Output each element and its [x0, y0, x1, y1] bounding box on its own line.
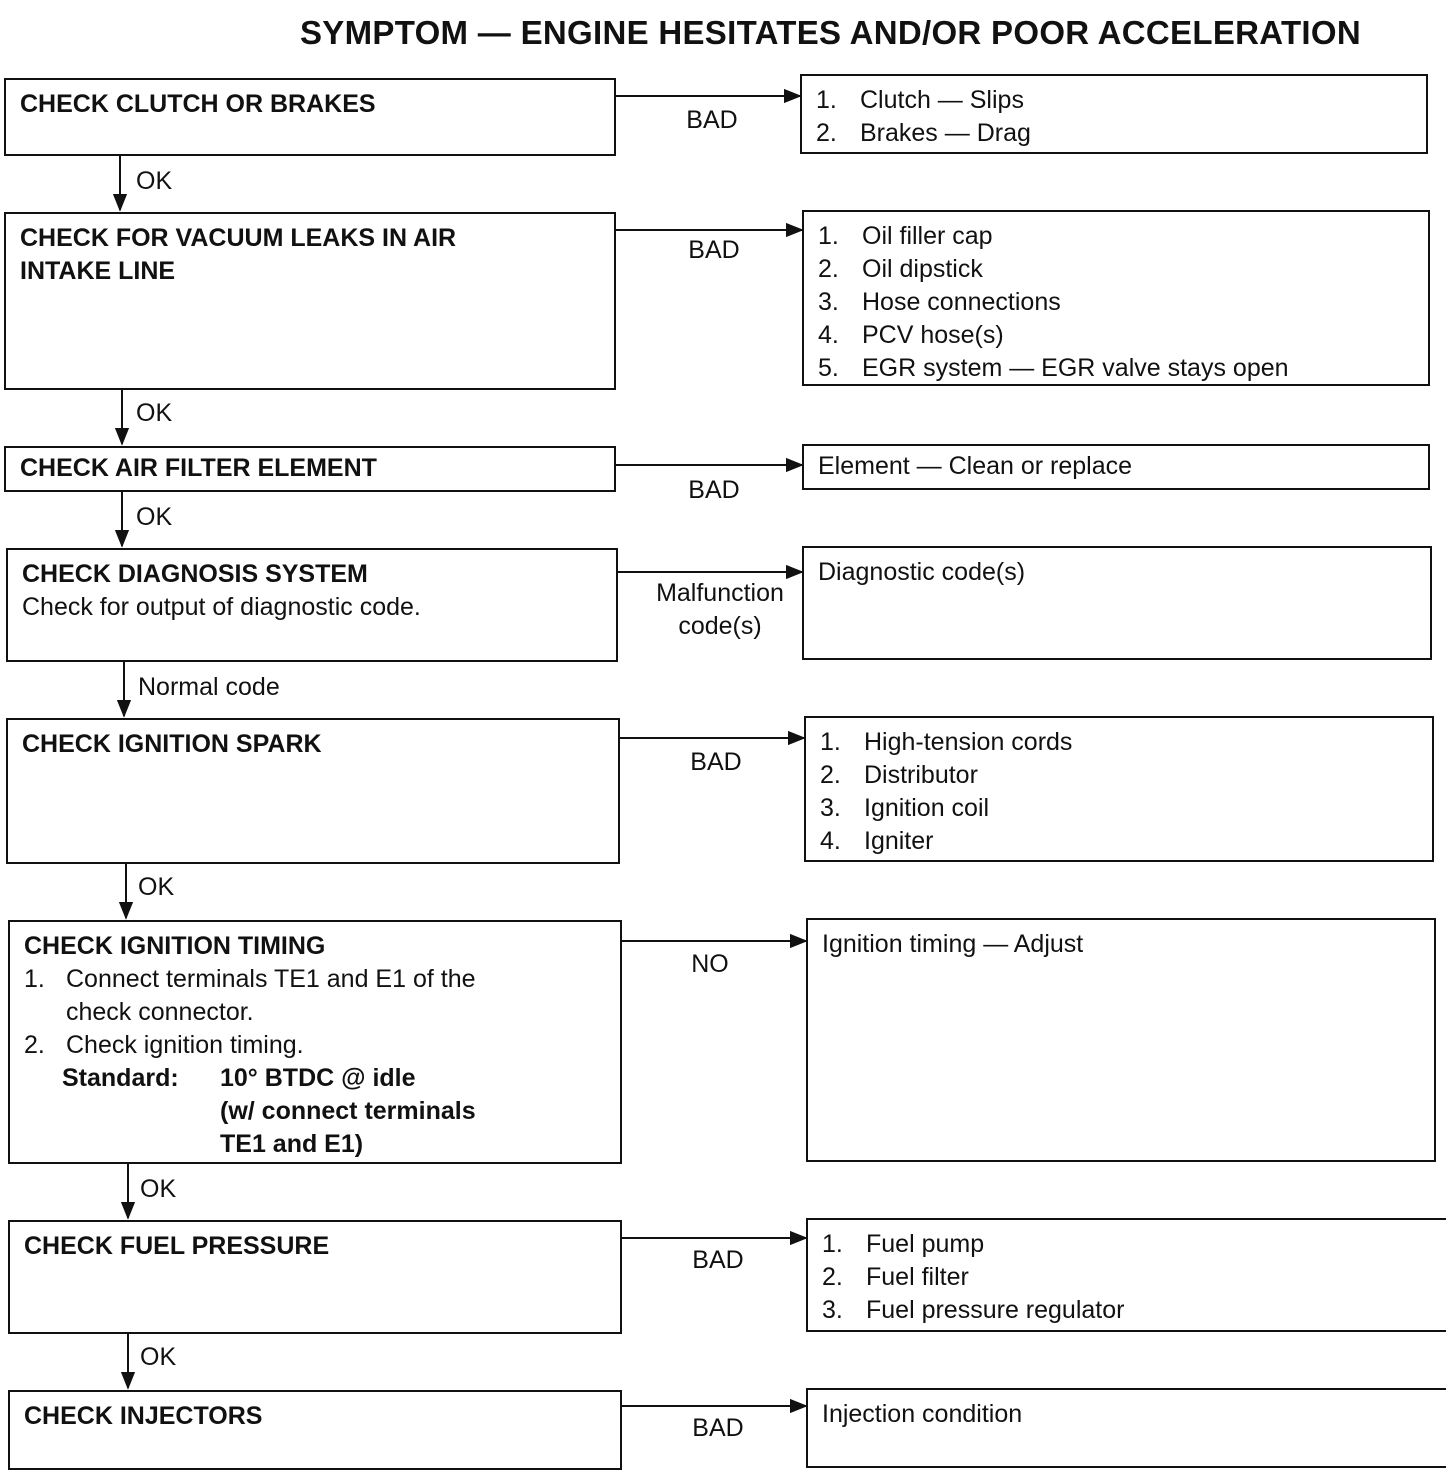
branch-label-no: NO: [691, 950, 729, 978]
check-injectors-title: CHECK INJECTORS: [24, 1402, 263, 1430]
ok-label: OK: [140, 1343, 177, 1371]
ok-label: OK: [136, 399, 173, 427]
check-ignition-timing-title: CHECK IGNITION TIMING: [24, 932, 326, 960]
check-vacuum-leaks-box: [4, 212, 616, 390]
result-list: [822, 1228, 1432, 1327]
ok-label: OK: [140, 1175, 177, 1203]
standard-note-2: TE1 and E1): [220, 1130, 364, 1158]
result-injectors-box: [806, 1388, 1446, 1468]
check-clutch-brakes-title: CHECK CLUTCH OR BRAKES: [20, 90, 376, 118]
timing-step-1-cont: check connector.: [66, 998, 254, 1026]
diagram-title: SYMPTOM — ENGINE HESITATES AND/OR POOR ACCELERATION: [300, 14, 1361, 51]
branch-label-bad: BAD: [688, 236, 740, 264]
result-text: Element — Clean or replace: [818, 452, 1133, 480]
check-air-filter-box: [4, 446, 616, 492]
list-item: 3. Ignition coil: [820, 794, 990, 822]
check-fuel-pressure-title: CHECK FUEL PRESSURE: [24, 1232, 330, 1260]
list-item: 2. Distributor: [820, 761, 978, 789]
result-fuel-pressure-box: [806, 1218, 1446, 1332]
check-clutch-brakes-box: [4, 78, 616, 156]
branch-label-bad: BAD: [688, 476, 740, 504]
result-diagnosis-box: [802, 546, 1432, 660]
result-list: [816, 84, 1412, 150]
result-text: Injection condition: [822, 1400, 1023, 1428]
list-item: 1. High-tension cords: [820, 728, 1073, 756]
list-item: 4. Igniter: [820, 827, 934, 855]
standard-value: Standard: 10° BTDC @ idle: [62, 1064, 416, 1092]
list-item: 5. EGR system — EGR valve stays open: [818, 354, 1289, 382]
result-list: [818, 220, 1414, 385]
list-item: 2. Fuel filter: [822, 1263, 969, 1291]
branch-label-bad: BAD: [690, 748, 742, 776]
normal-code-label: Normal code: [138, 673, 280, 701]
timing-step-1: 1. Connect terminals TE1 and E1 of the: [24, 965, 476, 993]
check-diagnosis-title: CHECK DIAGNOSIS SYSTEM: [22, 560, 368, 588]
result-vacuum-leaks-box: [802, 210, 1430, 386]
list-item: 2. Brakes — Drag: [816, 119, 1031, 147]
check-ignition-timing-box: [8, 920, 622, 1164]
branch-label-bad: BAD: [692, 1414, 744, 1442]
standard-note: (w/ connect terminals: [220, 1097, 476, 1125]
result-ignition-timing-box: [806, 918, 1436, 1162]
check-vacuum-leaks-title: CHECK FOR VACUUM LEAKS IN AIR: [20, 224, 457, 252]
ok-label: OK: [136, 503, 173, 531]
ok-label: OK: [138, 873, 175, 901]
branch-label-bad: BAD: [692, 1246, 744, 1274]
check-ignition-spark-box: [6, 718, 620, 864]
list-item: 1. Oil filler cap: [818, 222, 993, 250]
branch-label-malfunction: Malfunction code(s): [656, 579, 784, 640]
list-item: 3. Hose connections: [818, 288, 1061, 316]
check-diagnosis-box: [6, 548, 618, 662]
list-item: 1. Clutch — Slips: [816, 86, 1024, 114]
list-item: 2. Oil dipstick: [818, 255, 983, 283]
check-ignition-spark-title: CHECK IGNITION SPARK: [22, 730, 322, 758]
list-item: 4. PCV hose(s): [818, 321, 1004, 349]
ok-label: OK: [136, 167, 173, 195]
check-fuel-pressure-box: [8, 1220, 622, 1334]
result-text: Diagnostic code(s): [818, 558, 1026, 586]
check-injectors-box: [8, 1390, 622, 1470]
result-list: [820, 726, 1418, 858]
list-item: 1. Fuel pump: [822, 1230, 985, 1258]
timing-step-2: 2. Check ignition timing.: [24, 1031, 304, 1059]
check-air-filter-title: CHECK AIR FILTER ELEMENT: [20, 454, 377, 482]
branch-label-bad: BAD: [686, 106, 738, 134]
result-clutch-brakes-box: [800, 74, 1428, 154]
check-diagnosis-detail: Check for output of diagnostic code.: [22, 593, 421, 621]
check-vacuum-leaks-title-2: INTAKE LINE: [20, 257, 176, 285]
result-ignition-spark-box: [804, 716, 1434, 862]
result-air-filter-box: [802, 444, 1430, 490]
list-item: 3. Fuel pressure regulator: [822, 1296, 1125, 1324]
result-text: Ignition timing — Adjust: [822, 930, 1084, 958]
